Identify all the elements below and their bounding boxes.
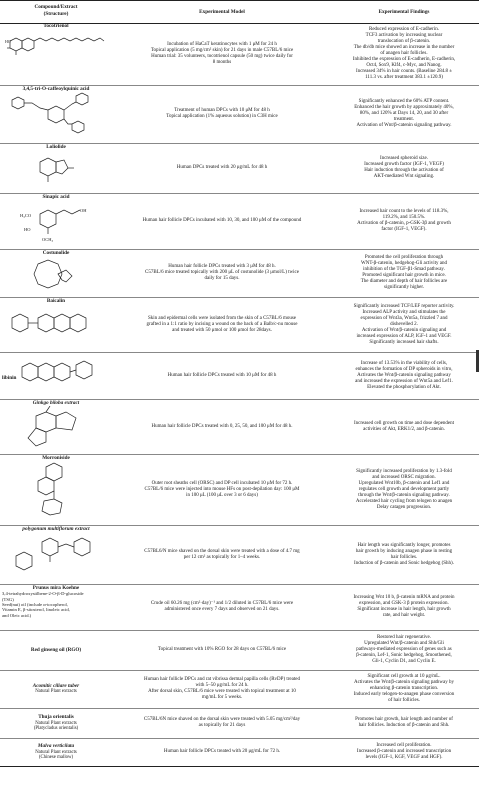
compound-description: Natural Plant extracts (Platycladus orientalis) (33, 720, 79, 732)
compound-name: Thuja orientalis (38, 714, 74, 721)
svg-text:H₃CO: H₃CO (20, 213, 32, 219)
compound-name: Costunolide (42, 250, 70, 256)
experimental-findings: Reduced expression of E-cadherin. TCF3 activation by increasing nuclear translocation of β-catenin. The db/db mice showed an increase in the number of anagen hair follicles. Inhibited the expression of E-cadherin, E-cadherin, Oct4, Sox9, Klf4, c-Myc, and Nanog. Increased 34% in hair counts. (Baseline 284.8 ± 111.3 vs. after treatment 383.1 ±120.9) (352, 26, 456, 80)
header-model: Experimental Model (199, 9, 245, 15)
experimental-model: C57BL6/N mice shaved on the dorsal skin were treated with a dose of 4.7 mg per 12 cm² as topically for 1–4 weeks. (144, 548, 300, 560)
structure-image (6, 200, 106, 246)
compound-name: Tocotrienol (43, 23, 69, 29)
experimental-model: Human hair follicle DPCs incubated with 10, 30, and 100 μM of the compound (142, 218, 302, 223)
experimental-findings: Increased cell proliferation. Increased β-catenin and increased transcription levels (IGF-1, KGF, VEGF and HGF). (356, 743, 452, 760)
svg-text:HO: HO (5, 39, 11, 45)
experimental-model: Human DPCs treated with 20 μg/mL for 48 h (176, 165, 268, 170)
table-row (0, 454, 479, 526)
structure-image (16, 461, 96, 521)
svg-text:HO: HO (24, 227, 31, 233)
compound-name: libinin (2, 375, 17, 381)
compound-name: Acomitic ciliare tuber (32, 683, 80, 690)
compound-name: Loliolide (46, 144, 66, 150)
header-findings: Experimental Findings (378, 9, 430, 15)
experimental-model: Incubation of HaCaT keratinocytes with 1 μM for 24 h Topical application (5 mg/cm² skin) for 21 days in male C57BL/6 mice Human trial: 35 volunteers, tocotrienol capsule (50 mg) twice daily for 8 months (150, 41, 294, 65)
experimental-findings: Restored hair regenerative. Upregulated Wnt/β-catenin and Shh/Gli pathways-mediated expression of genes such as β-catenin, Lef-1, Sonic hedgehog, Smoothened, Gli-1, Cyclin D1, and Cyclin E. (356, 635, 452, 664)
experimental-model: Human hair follicle DPCs treated with 10 μM for 48 h (167, 372, 277, 378)
experimental-model: Human hair follicle DPCs and rat vibrissa dermal papilla cells (RvDP) treated with 5–50 μg/mL for 24 h. After dorsal skin, C57BL/6 mice were treated with topical treatment at 10 mg/mL for 5 weeks. (144, 677, 300, 700)
experimental-findings: Significantly increased TCF/LEF reporter activity. Increased ALP activity and stimulates the expression of Wnt3a, Wnt5a, frizzled 7 and dishevelled 2. Activation of Wnt/β-catenin signaling and increased expression of ALP, IGF-1 and VEGF. Significantly increased hair shafts. (353, 303, 455, 345)
experimental-findings: Hair length was significantly longer, promotes hair growth by inducing anagen phase in resting hair follicles. Induction of β-catenin and Sonic hedgehog (Shh). (354, 542, 454, 566)
experimental-model: Human hair follicle DPCs treated with 20 μg/mL for 72 h. (163, 749, 281, 754)
compound-name: Malva verticilata (37, 743, 75, 750)
compound-name: Ginkgo biloba extract (32, 400, 80, 406)
structure-image (16, 406, 96, 450)
table-row (0, 352, 479, 400)
experimental-model: Human hair follicle DPCs treated with 3 μM for 48 h. C57BL/6 mice treated topically with 200 μL of costunolide (3 μmol/L) twice daily for 15 days. (145, 264, 299, 281)
experimental-findings: Significant cell growth at 10 μg/mL. Activates the Wnt/β-catenin signaling pathway by enhancing β-catenin transcription. Induced early telogen-to-anagen phase conversion of hair follicles. (353, 674, 455, 703)
table-row (0, 399, 479, 455)
experimental-findings: Increasing Wnt 10 b, β-catenin mRNA and protein expression, and GSK-3 β protein expression. Significant increase in hair length, hair growth rate, and hair weight. (353, 595, 455, 618)
structure-image (4, 304, 108, 348)
experimental-model: Crude oil 60.26 mg (cm²·day)⁻¹ and 1/2 diluted in C57BL/6 mice were administered once every 7 days and observed on 21 days. (150, 601, 294, 612)
experimental-model: Outer root sheaths cell (ORSC) and DP cell incubated 10 μM for 72 h. C57BL/6 mice were injected into mouse HFs on post-depilation day: 100 μM in 100 μL (100 μL over 3 or 6 days) (144, 480, 300, 498)
experimental-model: Skin and epidermal cells were isolated from the skin of a C57BL/6 mouse grafted in a 1:1 ratio by incising a wound on the back of a Balb/c-nu mouse and treated with 50 μmol or 100 μmol for 28days. (146, 315, 298, 333)
compound-description: 3,4-tetrahydroxystilbene-2-O-β-D-glucoside (TSG) Seed(nut) oil (include α-tocopherol, Vitamin E, β-sitosterol, linoleic acid, and Oleic acid.) (2, 591, 84, 618)
table-row (0, 708, 479, 739)
compound-name: polygonum multiflorum extract (22, 526, 90, 532)
structure-image (26, 256, 86, 292)
table-row (0, 525, 479, 585)
structure-image (6, 92, 106, 137)
experimental-findings: Increased cell growth on time and dose dependent activities of Akt, ERK1/2, and β-catenin. (353, 420, 455, 432)
compound-name: Sinapic acid (42, 194, 70, 200)
table-row (0, 143, 479, 194)
compound-name: Baicalin (46, 298, 66, 304)
experimental-findings: Promoted the cell proliferation through WNT-β-catenin, hedgehog-Gli activity and inhibition of the TGF-β1-Smad pathway. Promoted significant hair growth in mice. The diameter and depth of hair follicles are significantly higher. (360, 255, 448, 290)
structure-image (6, 532, 106, 580)
compound-name: Red ginseng oil (RGO) (30, 646, 82, 653)
compound-description: Natural Plant extracts (35, 689, 77, 695)
experimental-findings: Significantly enhanced the 60% ATP content. Enhanced the hair growth by approximately 40%, 80%, and 120% at Days 14, 20, and 30 after treatment. Activation of Wnt/β-catenin signaling pathway. (354, 99, 454, 128)
header-compound: Compound/Extract (Structure) (34, 4, 78, 17)
table-row (0, 249, 479, 298)
experimental-findings: Increased hair count to the levels of 118.3%, 119.2%, and 150.5%. Activation of β-catenin, p-GSK-3β and growth factor (IGF-1, VEGF). (357, 209, 451, 232)
table-row (0, 85, 479, 144)
experimental-model: Human hair follicle DPCs treated with 0, 25, 50, and 100 μM for 48 h. (151, 423, 293, 429)
experimental-findings: Significantly increased proliferation by 1.3-fold and increased ORSC migration. Upregulated Wnt10b, β-catenin and Lef1 and regulates cell growth and development partly through the Wnt/β-catenin signaling pathway. Accelerated hair cycling from telogen to anagen Delay catagen progression. (355, 468, 453, 510)
experimental-findings: Increased spheroid size. Increased growth factor (IGF-1, VEGF) Hair induction through the activation of AKT-mediated Wnt signaling. (364, 156, 444, 179)
compound-description: Natural Plant extracts (Chinese mallow) (35, 749, 77, 761)
experimental-findings: Promotes hair growth, hair length and number of hair follicles. Induction of β-catenin and Shh. (355, 717, 453, 728)
structure-image (26, 150, 86, 188)
table-header (0, 0, 479, 24)
compound-name: Prunus mira Koehne (32, 585, 80, 591)
experimental-model: C57BL/6N mice shaved on the dorsal skin were treated with 5.05 mg/cm²/day as topically for 21 days (143, 717, 301, 728)
experimental-model: Topical treatment with 10% RGO for 28 days on C57BL/6 mice (157, 647, 287, 652)
table-row (0, 22, 479, 86)
table-row (0, 630, 479, 671)
table-row (0, 670, 479, 709)
table-row (0, 297, 479, 353)
compound-name: Morroniside (42, 455, 70, 461)
structure-image (4, 29, 108, 59)
svg-text:OH: OH (80, 208, 87, 214)
table-row (0, 193, 479, 250)
table-row (0, 584, 479, 631)
svg-text:OCH₃: OCH₃ (42, 237, 54, 243)
compound-name: 3,4,5-tri-O-caffeoylquinic acid (22, 86, 90, 92)
experimental-findings: Increase of 13.53% in the viability of cells, enhances the formation of DP spheroids in vitro, Activates the Wnt/β-catenin signaling pathway and increased the expression of Wnt5a and Lef1. Elevated the phosphorylation of Akt. (355, 360, 453, 390)
structure-image (14, 353, 118, 393)
table-row (0, 738, 479, 767)
experimental-model: Treatment of human DPCs with 10 μM for 48 h Topical application (1% aqueous solution) in C3H mice (166, 108, 278, 119)
